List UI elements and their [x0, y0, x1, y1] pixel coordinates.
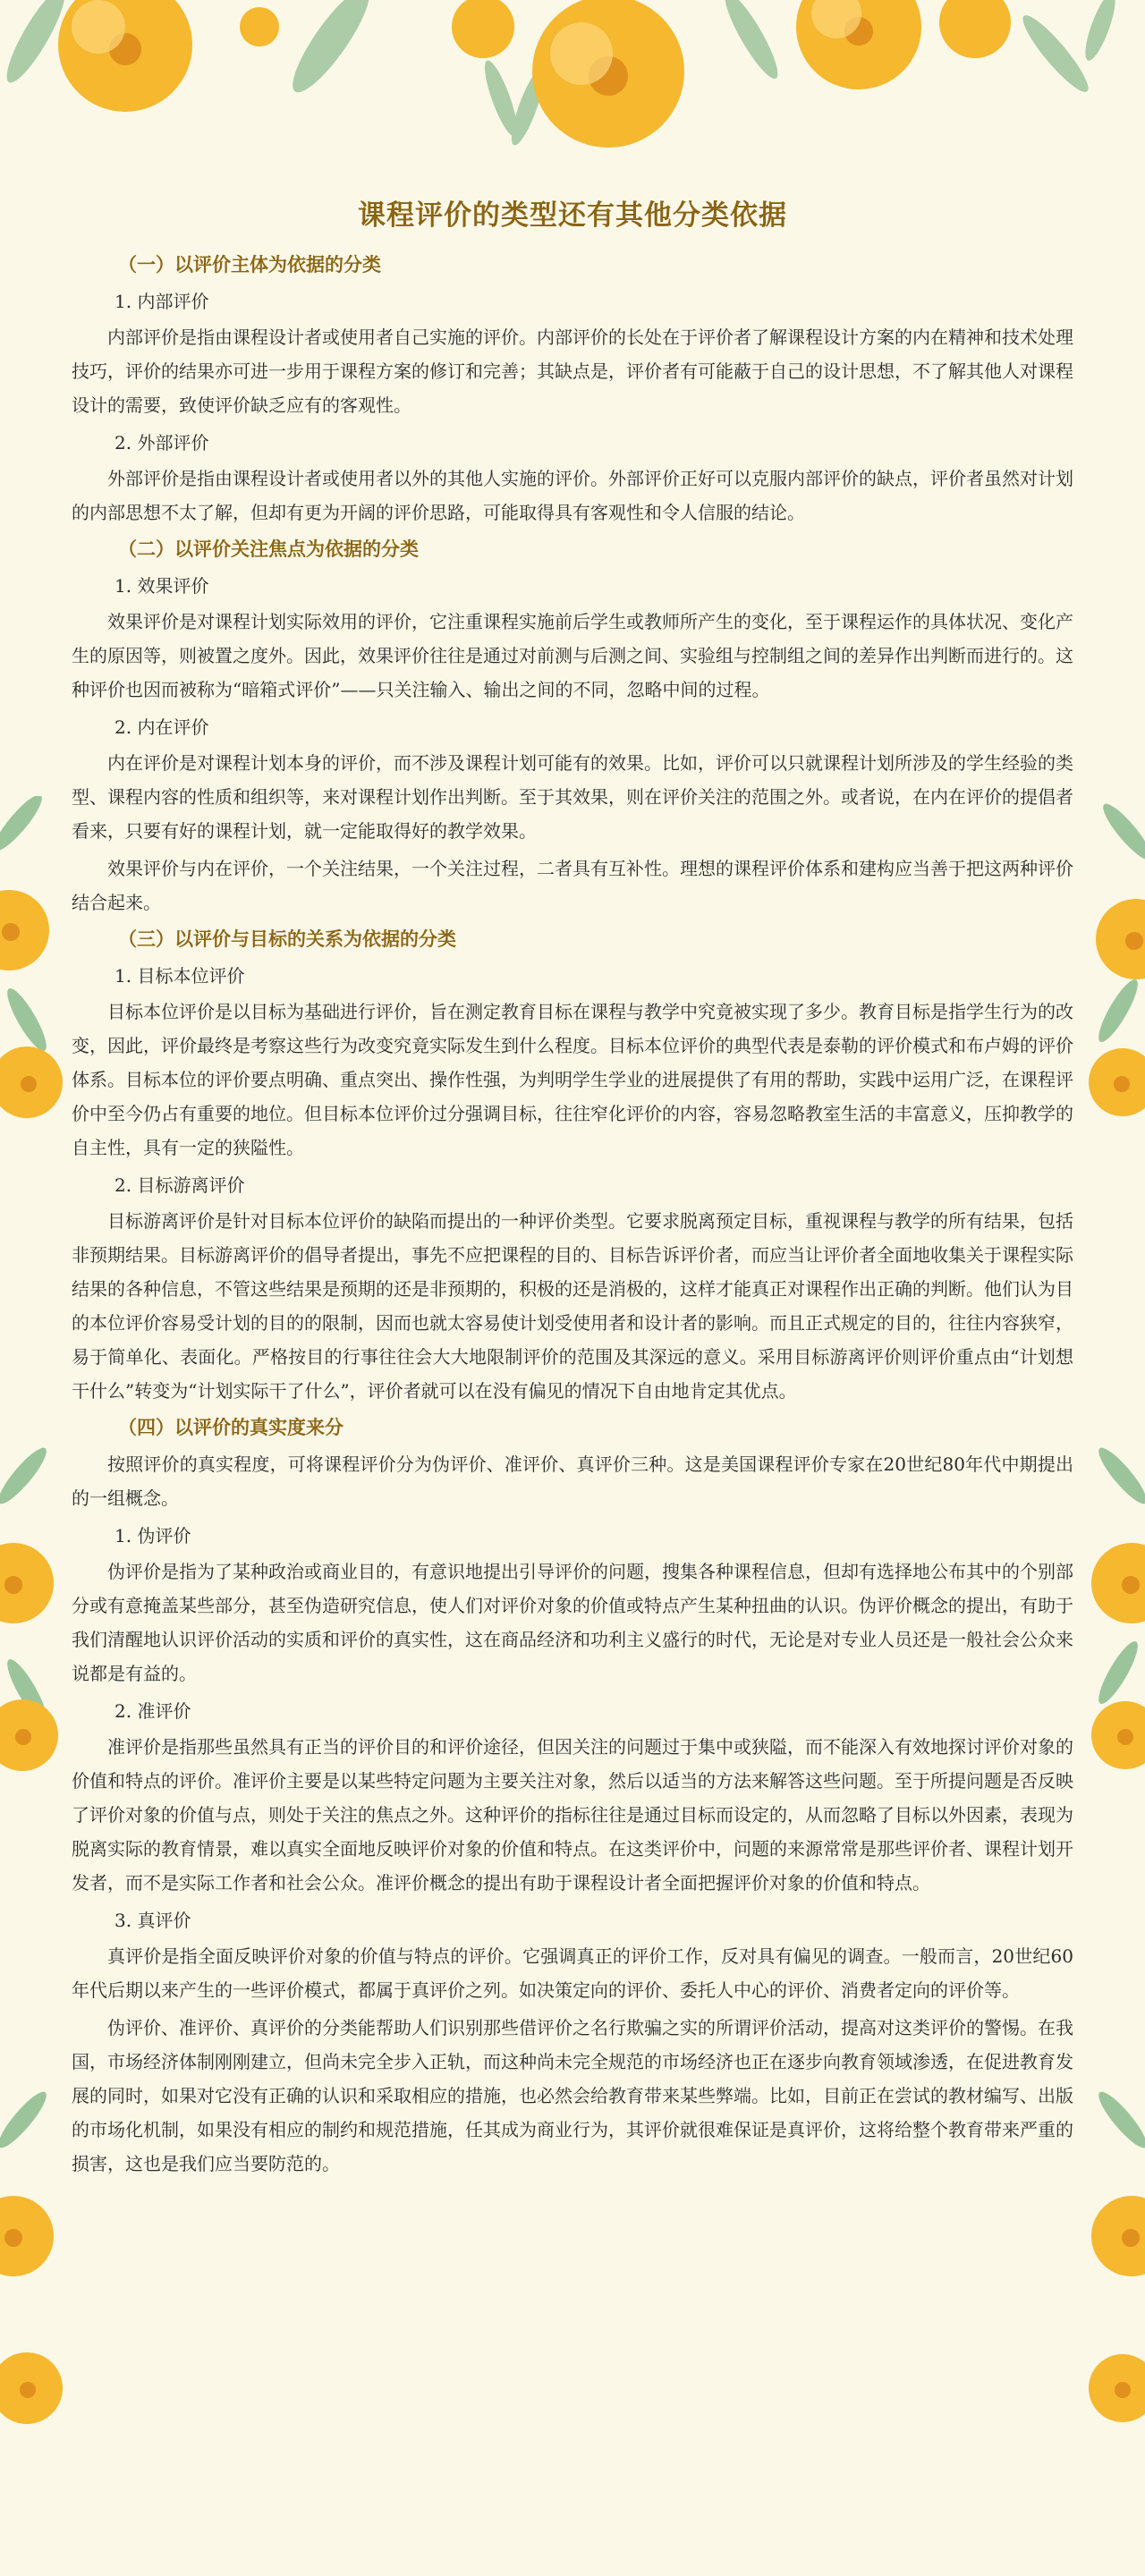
subheading: 1. 效果评价: [114, 575, 209, 597]
paragraph: 真评价是指全面反映评价对象的价值与特点的评价。它强调真正的评价工作，反对具有偏见的调查。一般而言，20世纪60年代后期以来产生的一些评价模式，都属于真评价之列。如决策定向的评价、委托人中心的评价、消费者定向的评价等。: [72, 1945, 1073, 2001]
paragraph: 准评价是指那些虽然具有正当的评价目的和评价途径，但因关注的问题过于集中或狭隘，而不能深入有效地探讨评价对象的价值和特点的评价。准评价主要是以某些特定问题为主要关注对象，然后以适当的方法来解答这些问题。至于所提问题是否反映了评价对象的价值与点，则处于关注的焦点之外。这种评价的指标往往是通过目标而设定的，从而忽略了目标以外因素，表现为脱离实际的教育情景，难以真实全面地反映评价对象的价值和特点。在这类评价中，问题的来源常常是那些评价者、课程计划开发者，而不是实际工作者和社会公众。准评价概念的提出有助于课程设计者全面把握评价对象的价值和特点。: [72, 1736, 1073, 1894]
page-title: 课程评价的类型还有其他分类依据: [358, 199, 787, 232]
section-heading: （三）以评价与目标的关系为依据的分类: [118, 928, 456, 950]
paragraph: 外部评价是指由课程设计者或使用者以外的其他人实施的评价。外部评价正好可以克服内部评价的缺点，评价者虽然对计划的内部思想不太了解，但却有更为开阔的评价思路，可能取得具有客观性和令人信服的结论。: [72, 468, 1073, 523]
side-flower-decoration: [1073, 2084, 1145, 2460]
section-3: [72, 923, 1073, 1408]
side-flower-decoration: [1073, 1440, 1145, 1816]
subheading: 1. 内部评价: [114, 291, 209, 312]
section-heading: （四）以评价的真实度来分: [118, 1416, 344, 1438]
subheading: 2. 准评价: [114, 1700, 191, 1722]
paragraph: 伪评价、准评价、真评价的分类能帮助人们识别那些借评价之名行欺骗之实的所谓评价活动，提高对这类评价的警惕。在我国，市场经济体制刚刚建立，但尚未完全步入正轨，而这种尚未完全规范的市场经济也正在逐步向教育领域渗透，在促进教育发展的同时，如果对它没有正确的认识和采取相应的措施，也必然会给教育带来某些弊端。比如，目前正在尝试的教材编写、出版的市场化机制，如果没有相应的制约和规范措施，任其成为商业行为，其评价就很难保证是真评价，这将给整个教育带来严重的损害，这也是我们应当要防范的。: [72, 2017, 1073, 2174]
subheading: 1. 伪评价: [114, 1525, 191, 1546]
subheading: 2. 目标游离评价: [114, 1174, 245, 1196]
paragraph: 目标本位评价是以目标为基础进行评价，旨在测定教育目标在课程与教学中究竟被实现了多少。教育目标是指学生行为的改变，因此，评价最终是考察这些行为改变究竟实际发生到什么程度。目标本位评价的典型代表是泰勒的评价模式和布卢姆的评价体系。目标本位的评价要点明确、重点突出、操作性强，为判明学生学业的进展提供了有用的帮助，实践中运用广泛，在课程评价中至今仍占有重要的地位。但目标本位评价过分强调目标，往往窄化评价的内容，容易忽略教室生活的丰富意义，压抑教学的自主性，具有一定的狭隘性。: [72, 1001, 1073, 1158]
paragraph: 目标游离评价是针对目标本位评价的缺陷而提出的一种评价类型。它要求脱离预定目标，重视课程与教学的所有结果，包括非预期结果。目标游离评价的倡导者提出，事先不应把课程的目的、目标告诉评价者，而应当让评价者全面地收集关于课程实际结果的各种信息，不管这些结果是预期的还是非预期的，积极的还是消极的，这样才能真正对课程作出正确的判断。他们认为目的本位评价容易受计划的目的的限制，因而也就太容易使计划受使用者和设计者的影响。而且正式规定的目的，往往内容狭窄，易于简单化、表面化。严格按目的行事往往会大大地限制评价的范围及其深远的意义。采用目标游离评价则评价重点由“计划想干什么”转变为“计划实际干了什么”，评价者就可以在没有偏见的情况下自由地肯定其优点。: [72, 1210, 1073, 1402]
side-flower-decoration: [0, 796, 72, 1172]
article: [72, 192, 1073, 2184]
paragraph: 伪评价是指为了某种政治或商业目的，有意识地提出引导评价的问题，搜集各种课程信息，但却有选择地公布其中的个别部分或有意掩盖某些部分，甚至伪造研究信息，使人们对评价对象的价值或特点产生某种扭曲的认识。伪评价概念的提出，有助于我们清醒地认识评价活动的实质和评价的真实性，这在商品经济和功利主义盛行的时代，无论是对专业人员还是一般社会公众来说都是有益的。: [72, 1561, 1073, 1684]
subheading: 1. 目标本位评价: [114, 965, 245, 987]
paragraph: 效果评价是对课程计划实际效用的评价，它注重课程实施前后学生或教师所产生的变化，至于课程运作的具体状况、变化产生的原因等，则被置之度外。因此，效果评价往往是通过对前测与后测之间、实验组与控制组之间的差异作出判断而进行的。这种评价也因而被称为“暗箱式评价”——只关注输入、输出之间的不同，忽略中间的过程。: [72, 611, 1073, 700]
side-flower-decoration: [0, 1440, 72, 1816]
section-2: [72, 533, 1073, 919]
section-heading: （一）以评价主体为依据的分类: [118, 253, 381, 275]
section-heading: （二）以评价关注焦点为依据的分类: [118, 538, 419, 560]
section-1: [72, 249, 1073, 530]
subheading: 2. 内在评价: [114, 716, 209, 738]
subheading: 3. 真评价: [114, 1910, 191, 1931]
paragraph: 内在评价是对课程计划本身的评价，而不涉及课程计划可能有的效果。比如，评价可以只就课程计划所涉及的学生经验的类型、课程内容的性质和组织等，来对课程计划作出判断。至于其效果，则在评价关注的范围之外。或者说，在内在评价的提倡者看来，只要有好的课程计划，就一定能取得好的教学效果。: [72, 752, 1073, 842]
paragraph: 内部评价是指由课程设计者或使用者自己实施的评价。内部评价的长处在于评价者了解课程设计方案的内在精神和技术处理技巧，评价的结果亦可进一步用于课程方案的修订和完善；其缺点是，评价者有可能蔽于自己的设计思想，不了解其他人对课程设计的需要，致使评价缺乏应有的客观性。: [72, 326, 1073, 416]
floral-header-decoration: [0, 0, 1145, 170]
paragraph: 效果评价与内在评价，一个关注结果，一个关注过程，二者具有互补性。理想的课程评价体系和建构应当善于把这两种评价结合起来。: [72, 858, 1073, 913]
subheading: 2. 外部评价: [114, 432, 209, 453]
paragraph: 按照评价的真实程度，可将课程评价分为伪评价、准评价、真评价三种。这是美国课程评价专家在20世纪80年代中期提出的一组概念。: [72, 1453, 1073, 1509]
section-4: [72, 1411, 1073, 2181]
side-flower-decoration: [1073, 796, 1145, 1172]
side-flower-decoration: [0, 2084, 72, 2460]
